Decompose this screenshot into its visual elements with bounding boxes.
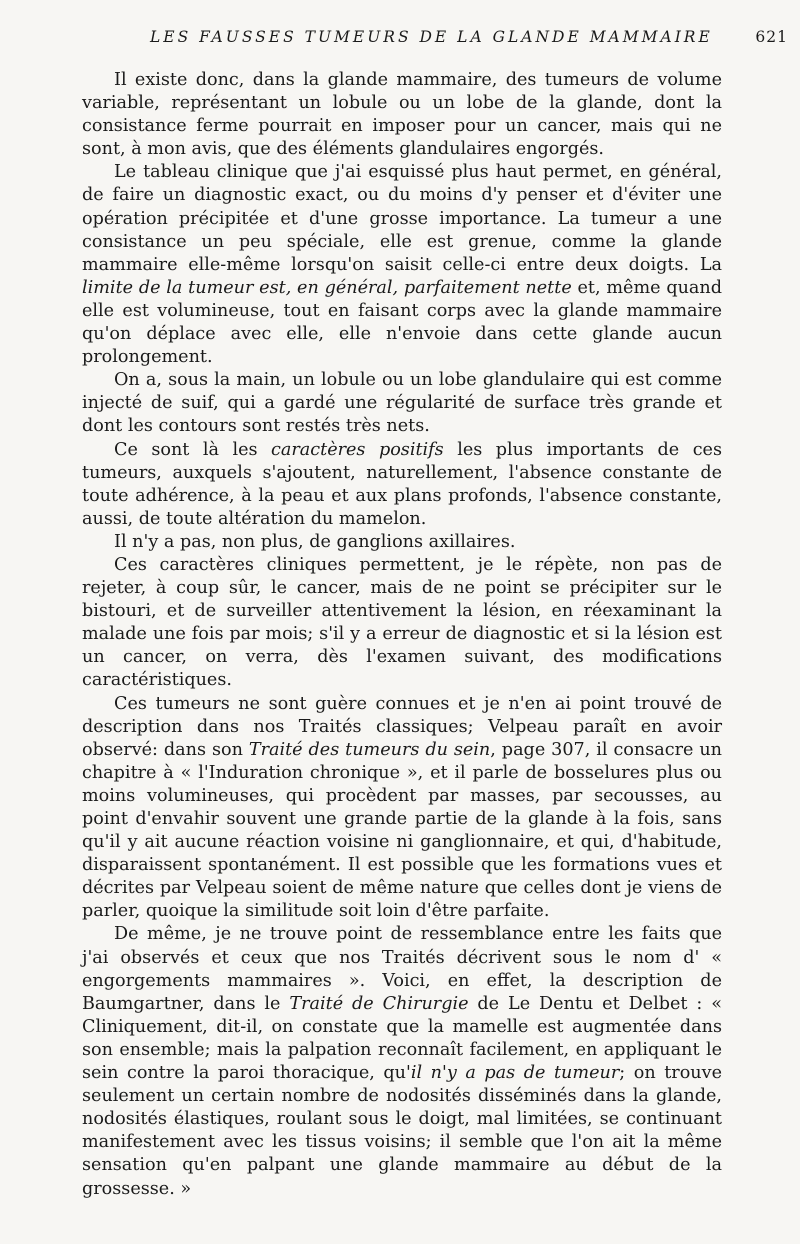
- book-title-italic: Traité de Chirurgie: [289, 993, 469, 1014]
- italic-emphasis: caractères positifs: [271, 439, 444, 460]
- paragraph-6: Ces caractères cliniques permettent, je le répète, non pas de rejeter, à coup sûr, le cancer, mais de ne point se précipiter sur le bistouri, et de surveiller attentivement la lésion, en réexaminant la malade une fois par mois; s'il y a erreur de diagnostic et si la lésion est un cancer, on verra, dès l'examen suivant, des modifications caractéristiques.: [82, 554, 722, 691]
- italic-emphasis: limite de la tumeur est, en général, parfaitement nette: [82, 277, 572, 298]
- running-title: LES FAUSSES TUMEURS DE LA GLANDE MAMMAIRE: [150, 28, 713, 46]
- page-number: 621: [755, 28, 788, 46]
- italic-emphasis: il n'y a pas de tumeur: [410, 1063, 620, 1084]
- body-text: [82, 69, 722, 1201]
- paragraph-1: Il existe donc, dans la glande mammaire, des tumeurs de volume variable, représentant un lobule ou un lobe de la glande, dont la consistance ferme pourrait en imposer pour un cancer, mais qui ne sont, à mon avis, que des éléments glandulaires engorgés.: [82, 70, 722, 160]
- running-header: [0, 28, 800, 50]
- paragraph-3: On a, sous la main, un lobule ou un lobe glandulaire qui est comme injecté de suif, qui a gardé une régularité de surface très grande et dont les contours sont restés très nets.: [82, 370, 722, 437]
- paragraph-5: Il n'y a pas, non plus, de ganglions axillaires.: [114, 531, 516, 552]
- paragraph-8: De même, je ne trouve point de ressemblance entre les faits que j'ai observés et ceux que nos Traités décrivent sous le nom d' « engorgements mammaires ». Voici, en effet, la description de Baumgartner, dans le Traité de Chirurgie de Le Dentu et Delbet : « Cliniquement, dit-il, on constate que la mamelle est augmentée dans son ensemble; mais la palpation reconnaît facilement, en appliquant le sein contre la paroi thoracique, qu'il n'y a pas de tumeur; on trouve seulement un certain nombre de nodosités disséminés dans la glande, nodosités élastiques, roulant sous le doigt, mal limitées, se continuant manifestement avec les tissus voisins; il semble que l'on ait la même sensation qu'en palpant une glande mammaire au début de la grossesse. »: [82, 924, 722, 1199]
- paragraph-7: Ces tumeurs ne sont guère connues et je n'en ai point trouvé de description dans nos Traités classiques; Velpeau paraît en avoir observé: dans son Traité des tumeurs du sein, page 307, il consacre un chapitre à « l'Induration chronique », et il parle de bosselures plus ou moins volumineuses, qui procèdent par masses, par secousses, au point d'envahir souvent une grande partie de la glande à la fois, sans qu'il y ait aucune réaction voisine ni ganglionnaire, et qui, d'habitude, disparaissent spontanément. Il est possible que les formations vues et décrites par Velpeau soient de même nature que celles dont je viens de parler, quoique la similitude soit loin d'être parfaite.: [82, 693, 723, 922]
- paragraph-2: Le tableau clinique que j'ai esquissé plus haut permet, en général, de faire un diagnostic exact, ou du moins d'y penser et d'éviter une opération précipitée et d'une grosse importance. La tumeur a une consistance un peu spéciale, elle est grenue, comme la glande mammaire elle-même lorsqu'on saisit celle-ci entre deux doigts. La limite de la tumeur est, en général, parfaitement nette et, même quand elle est volumineuse, tout en faisant corps avec la glande mammaire qu'on déplace avec elle, elle n'envoie dans cette glande aucun prolongement.: [82, 162, 723, 368]
- paragraph-4: Ce sont là les caractères positifs les plus importants de ces tumeurs, auxquels s'ajoutent, naturellement, l'absence constante de toute adhérence, à la peau et aux plans profonds, l'absence constante, aussi, de toute altération du mamelon.: [82, 439, 722, 529]
- book-title-italic: Traité des tumeurs du sein: [248, 739, 491, 760]
